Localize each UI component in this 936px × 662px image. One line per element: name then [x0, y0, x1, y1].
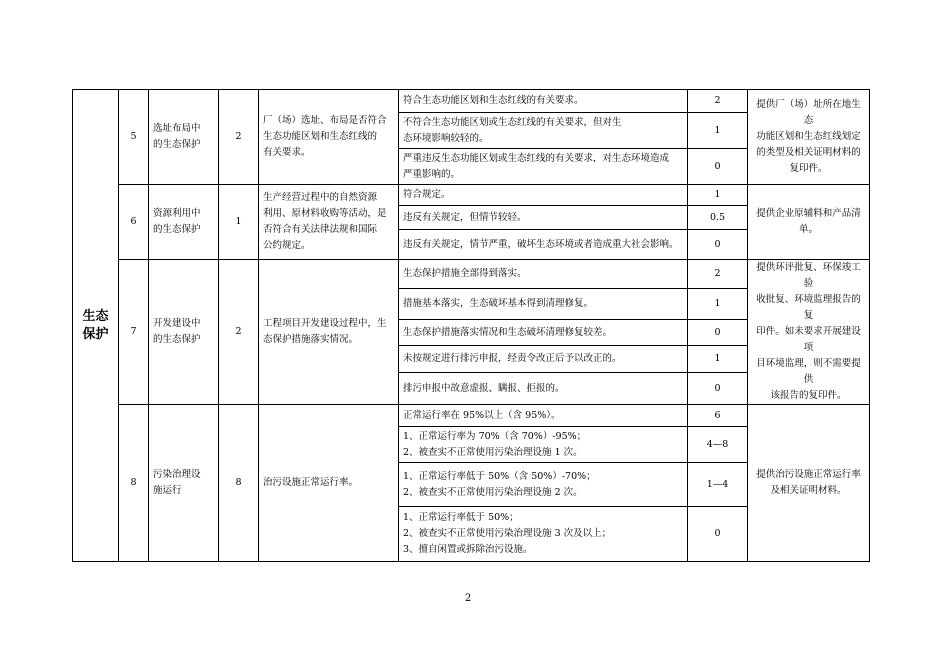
category-cell: 生态 保护: [73, 90, 119, 562]
criterion-score: 0: [688, 373, 748, 405]
item-number: 5: [119, 90, 149, 185]
criterion-text: 1、正常运行率低于 50%； 2、被查实不正常使用污染治理设施 3 次及以上； 3、擅自闲置或拆除治污设施。: [399, 507, 688, 562]
item-content: 厂（场）选址、布局是否符合 生态功能区划和生态红线的 有关要求。: [259, 90, 399, 185]
item-number: 6: [119, 185, 149, 260]
page-number: 2: [464, 593, 472, 604]
evaluation-table: [72, 89, 870, 562]
item-name: 资源利用中 的生态保护: [149, 185, 219, 260]
item-content: 生产经营过程中的自然资源 利用、原材料收购等活动，是 否符合有关法律法规和国际 公约规定。: [259, 185, 399, 260]
criterion-text: 不符合生态功能区划或生态红线的有关要求，但对生 态环境影响较轻的。: [399, 113, 688, 149]
criterion-text: 违反有关规定，但情节较轻。: [399, 206, 688, 230]
item-content: 治污设施正常运行率。: [259, 405, 399, 562]
criterion-text: 未按规定进行排污申报，经责令改正后予以改正的。: [399, 346, 688, 373]
evaluation-table-wrap: [72, 89, 870, 562]
criterion-text: 正常运行率在 95%以上（含 95%）。: [399, 405, 688, 427]
criterion-text: 符合规定。: [399, 185, 688, 206]
item-number: 7: [119, 260, 149, 405]
criterion-text: 排污申报中故意虚报、瞒报、拒报的。: [399, 373, 688, 405]
item-weight: 2: [219, 90, 259, 185]
criterion-score: 2: [688, 90, 748, 113]
criterion-text: 符合生态功能区划和生态红线的有关要求。: [399, 90, 688, 113]
item-weight: 2: [219, 260, 259, 405]
criterion-text: 严重违反生态功能区划或生态红线的有关要求，对生态环境造成 严重影响的。: [399, 149, 688, 185]
table-row: [73, 90, 870, 113]
supporting-material: 提供治污设施正常运行率 及相关证明材料。: [748, 405, 870, 562]
criterion-score: 1: [688, 185, 748, 206]
criterion-score: 0: [688, 230, 748, 260]
criterion-score: 0.5: [688, 206, 748, 230]
criterion-score: 2: [688, 260, 748, 289]
criterion-text: 1、正常运行率为 70%（含 70%）-95%； 2、被查实不正常使用污染治理设施 1 次。: [399, 427, 688, 463]
item-weight: 8: [219, 405, 259, 562]
criterion-score: 0: [688, 319, 748, 346]
criterion-text: 违反有关规定，情节严重，破坏生态环境或者造成重大社会影响。: [399, 230, 688, 260]
criterion-text: 1、正常运行率低于 50%（含 50%）-70%； 2、被查实不正常使用污染治理设施 2 次。: [399, 463, 688, 507]
criterion-text: 措施基本落实，生态破坏基本得到清理修复。: [399, 289, 688, 319]
table-row: [73, 405, 870, 427]
item-name: 开发建设中 的生态保护: [149, 260, 219, 405]
table-row: [73, 185, 870, 206]
criterion-score: 1—4: [688, 463, 748, 507]
item-weight: 1: [219, 185, 259, 260]
criterion-score: 6: [688, 405, 748, 427]
table-row: [73, 260, 870, 289]
supporting-material: 提供环评批复、环保竣工验 收批复、环境监理报告的复 印件。如未要求开展建设项 目环境监理，则不需要提供 该报告的复印件。: [748, 260, 870, 405]
supporting-material: 提供企业原辅料和产品清 单。: [748, 185, 870, 260]
item-content: 工程项目开发建设过程中，生 态保护措施落实情况。: [259, 260, 399, 405]
item-number: 8: [119, 405, 149, 562]
supporting-material: 提供厂（场）址所在地生态 功能区划和生态红线划定 的类型及相关证明材料的 复印件。: [748, 90, 870, 185]
criterion-score: 1: [688, 289, 748, 319]
item-name: 污染治理设 施运行: [149, 405, 219, 562]
criterion-score: 1: [688, 113, 748, 149]
criterion-score: 0: [688, 149, 748, 185]
criterion-score: 4—8: [688, 427, 748, 463]
criterion-score: 0: [688, 507, 748, 562]
criterion-text: 生态保护措施落实情况和生态破坏清理修复较差。: [399, 319, 688, 346]
criterion-score: 1: [688, 346, 748, 373]
criterion-text: 生态保护措施全部得到落实。: [399, 260, 688, 289]
item-name: 选址布局中 的生态保护: [149, 90, 219, 185]
